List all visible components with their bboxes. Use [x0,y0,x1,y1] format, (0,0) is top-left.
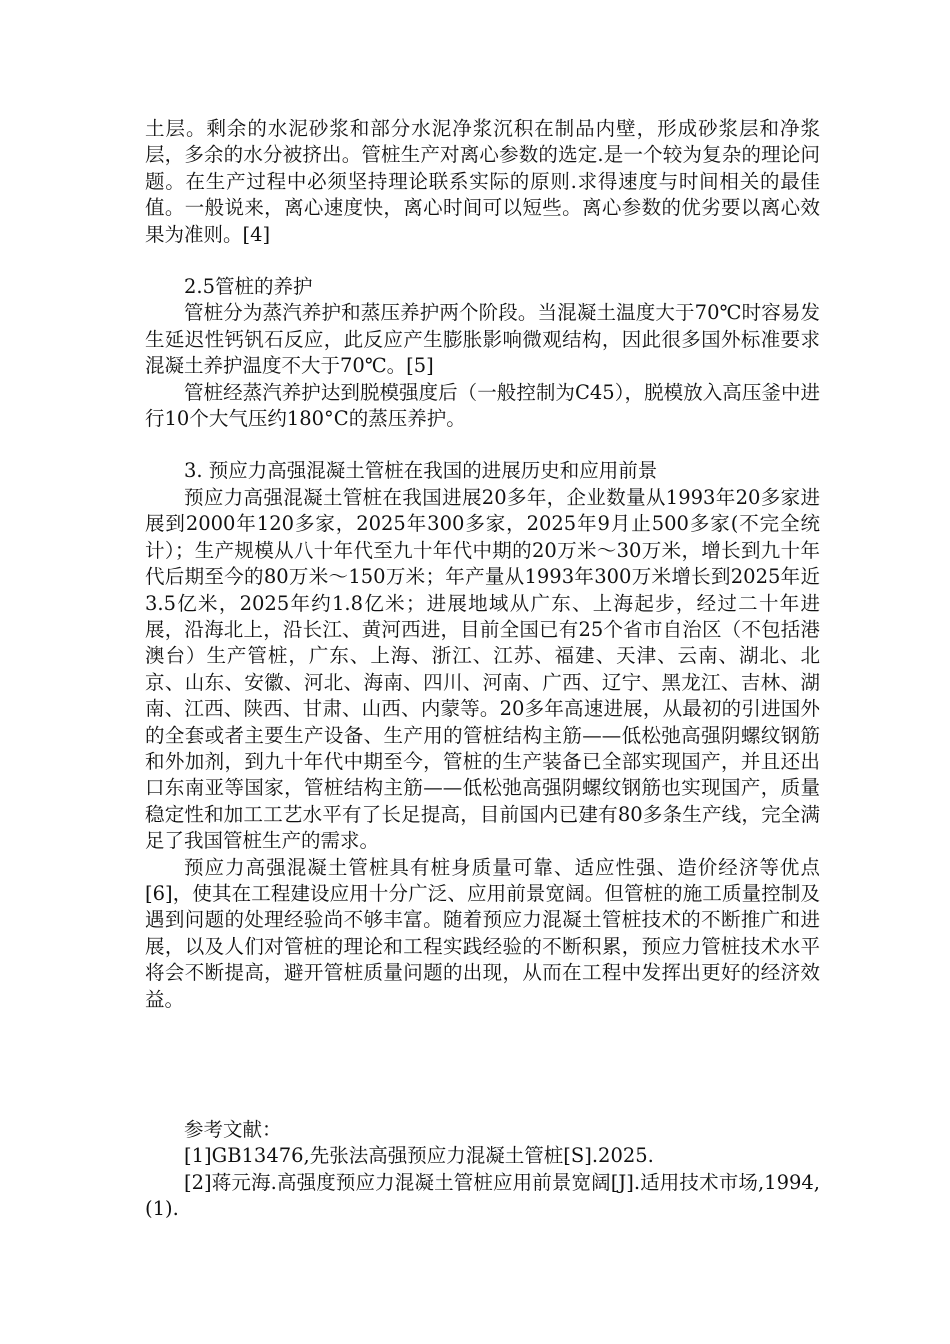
paragraph-autoclave-curing: 管桩经蒸汽养护达到脱模强度后（一般控制为C45），脱模放入高压釜中进行10个大气压约180°C的蒸压养护。 [145,380,820,431]
reference-item: [2]蒋元海.高强度预应力混凝土管桩应用前景宽阔[J].适用技术市场,1994,(1). [145,1170,820,1221]
spacer [145,248,820,274]
paragraph-development-history: 预应力高强混凝土管桩在我国进展20多年，企业数量从1993年20多家进展到2000年120多家，2025年300多家，2025年9月止500多家(不完全统计）；生产规模从八十年代至九十年代中期的20万米～30万米，增长到九十年代后期至今的80万米～150万米；年产量从1993年300万米增长到2025年近3.5亿米，2025年约1.8亿米；进展地域从广东、上海起步，经过二十年进展，沿海北上，沿长江、黄河西进，目前全国已有25个省市自治区（不包括港澳台）生产管桩，广东、上海、浙江、江苏、福建、天津、云南、湖北、北京、山东、安徽、河北、海南、四川、河南、广西、辽宁、黑龙江、吉林、湖南、江西、陕西、甘肃、山西、内蒙等。20多年高速进展，从最初的引进国外的全套或者主要生产设备、生产用的管桩结构主筋——低松弛高强阴螺纹钢筋和外加剂，到九十年代中期至今，管桩的生产装备已全部实现国产，并且还出口东南亚等国家，管桩结构主筋——低松弛高强阴螺纹钢筋也实现国产，质量稳定性和加工工艺水平有了长足提高，目前国内已建有80多条生产线，完全满足了我国管桩生产的需求。 [145,485,820,853]
spacer [145,1013,820,1117]
paragraph-centrifugal-params: 土层。剩余的水泥砂浆和部分水泥净浆沉积在制品内壁，形成砂浆层和净浆层，多余的水分被挤出。管桩生产对离心参数的选定.是一个较为复杂的理论问题。在生产过程中必须坚持理论联系实际的原则.求得速度与时间相关的最佳值。一般说来，离心速度快，离心时间可以短些。离心参数的优劣要以离心效果为准则。[4] [145,117,820,246]
reference-item: [1]GB13476,先张法高强预应力混凝土管桩[S].2025. [184,1144,654,1168]
paragraph-curing-stages: 管桩分为蒸汽养护和蒸压养护两个阶段。当混凝土温度大于70℃时容易发生延迟性钙钒石反应，此反应产生膨胀影响微观结构，因此很多国外标准要求混凝土养护温度不大于70℃。[5] [145,301,820,378]
references-heading: 参考文献： [184,1118,282,1141]
spacer [145,432,820,458]
document-page [145,116,820,1223]
section-heading-history: 3. 预应力高强混凝土管桩在我国的进展历史和应用前景 [184,459,658,483]
section-heading-curing: 2.5管桩的养护 [184,275,313,299]
paragraph-application-prospects: 预应力高强混凝土管桩具有桩身质量可靠、适应性强、造价经济等优点[6]，使其在工程建设应用十分广泛、应用前景宽阔。但管桩的施工质量控制及遇到问题的处理经验尚不够丰富。随着预应力混凝土管桩技术的不断推广和进展，以及人们对管桩的理论和工程实践经验的不断积累，预应力管桩技术水平将会不断提高，避开管桩质量问题的出现，从而在工程中发挥出更好的经济效益。 [145,855,820,1011]
